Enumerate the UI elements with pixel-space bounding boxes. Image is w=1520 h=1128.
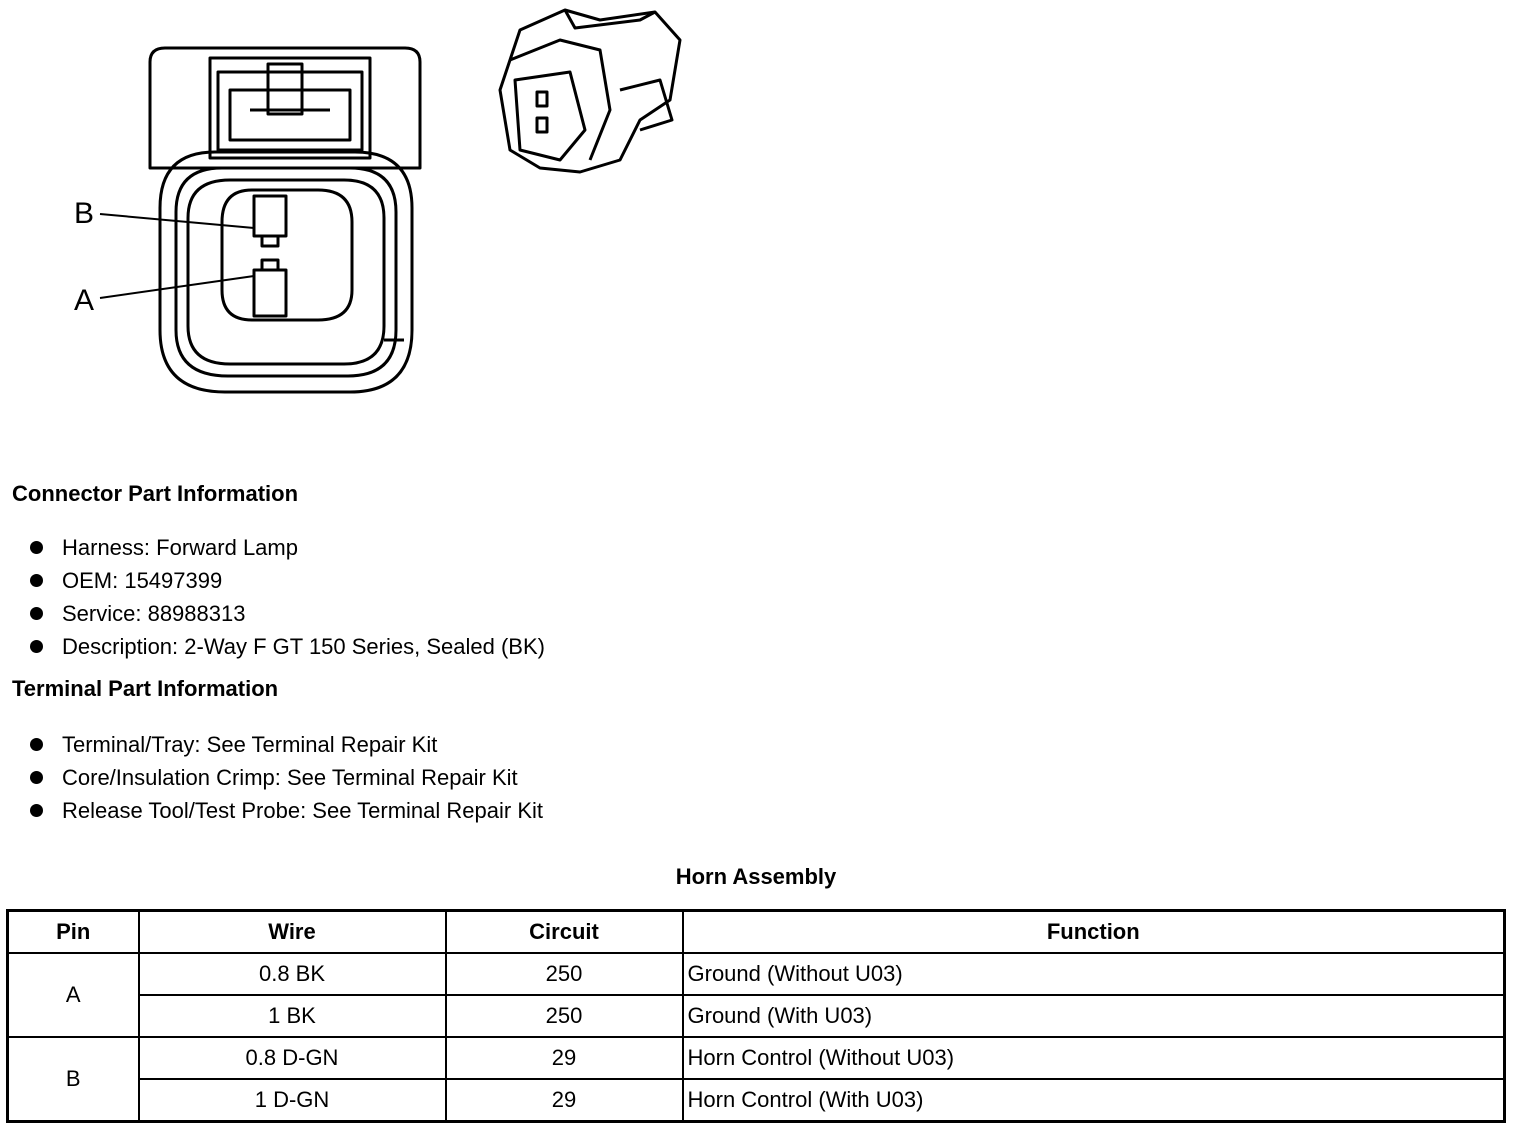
- circuit-cell: 29: [446, 1079, 683, 1122]
- header-function: Function: [683, 911, 1505, 954]
- pin-label-b: B: [74, 197, 95, 230]
- pin-cell: B: [8, 1037, 139, 1122]
- wire-cell: 1 D-GN: [139, 1079, 446, 1122]
- list-item: Release Tool/Test Probe: See Terminal Repair Kit: [30, 794, 543, 827]
- connector-face-drawing: [0, 0, 720, 420]
- terminal-info-list: [30, 728, 543, 827]
- function-cell: Ground (With U03): [683, 995, 1505, 1037]
- pin-cell: A: [8, 953, 139, 1037]
- list-item: Core/Insulation Crimp: See Terminal Repair Kit: [30, 761, 543, 794]
- list-item: Description: 2-Way F GT 150 Series, Sealed (BK): [30, 630, 545, 663]
- connector-info-title: Connector Part Information: [12, 481, 299, 506]
- header-circuit: Circuit: [446, 911, 683, 954]
- connector-diagram: [0, 0, 720, 420]
- header-pin: Pin: [8, 911, 139, 954]
- terminal-info-title: Terminal Part Information: [12, 676, 279, 701]
- table-row: [8, 995, 1505, 1037]
- function-cell: Horn Control (Without U03): [683, 1037, 1505, 1079]
- pinout-table: [6, 909, 1506, 1123]
- wire-cell: 0.8 BK: [139, 953, 446, 995]
- function-cell: Horn Control (With U03): [683, 1079, 1505, 1122]
- list-item: OEM: 15497399: [30, 564, 545, 597]
- circuit-cell: 29: [446, 1037, 683, 1079]
- connector-info-list: [30, 531, 545, 663]
- pin-label-a: A: [74, 284, 95, 317]
- table-row: [8, 1079, 1505, 1122]
- table-title: Horn Assembly: [675, 864, 837, 889]
- circuit-cell: 250: [446, 995, 683, 1037]
- table-header-row: [8, 911, 1505, 954]
- circuit-cell: 250: [446, 953, 683, 995]
- list-item: Harness: Forward Lamp: [30, 531, 545, 564]
- list-item: Terminal/Tray: See Terminal Repair Kit: [30, 728, 543, 761]
- function-cell: Ground (Without U03): [683, 953, 1505, 995]
- header-wire: Wire: [139, 911, 446, 954]
- table-row: [8, 953, 1505, 995]
- list-item: Service: 88988313: [30, 597, 545, 630]
- table-row: [8, 1037, 1505, 1079]
- wire-cell: 1 BK: [139, 995, 446, 1037]
- wire-cell: 0.8 D-GN: [139, 1037, 446, 1079]
